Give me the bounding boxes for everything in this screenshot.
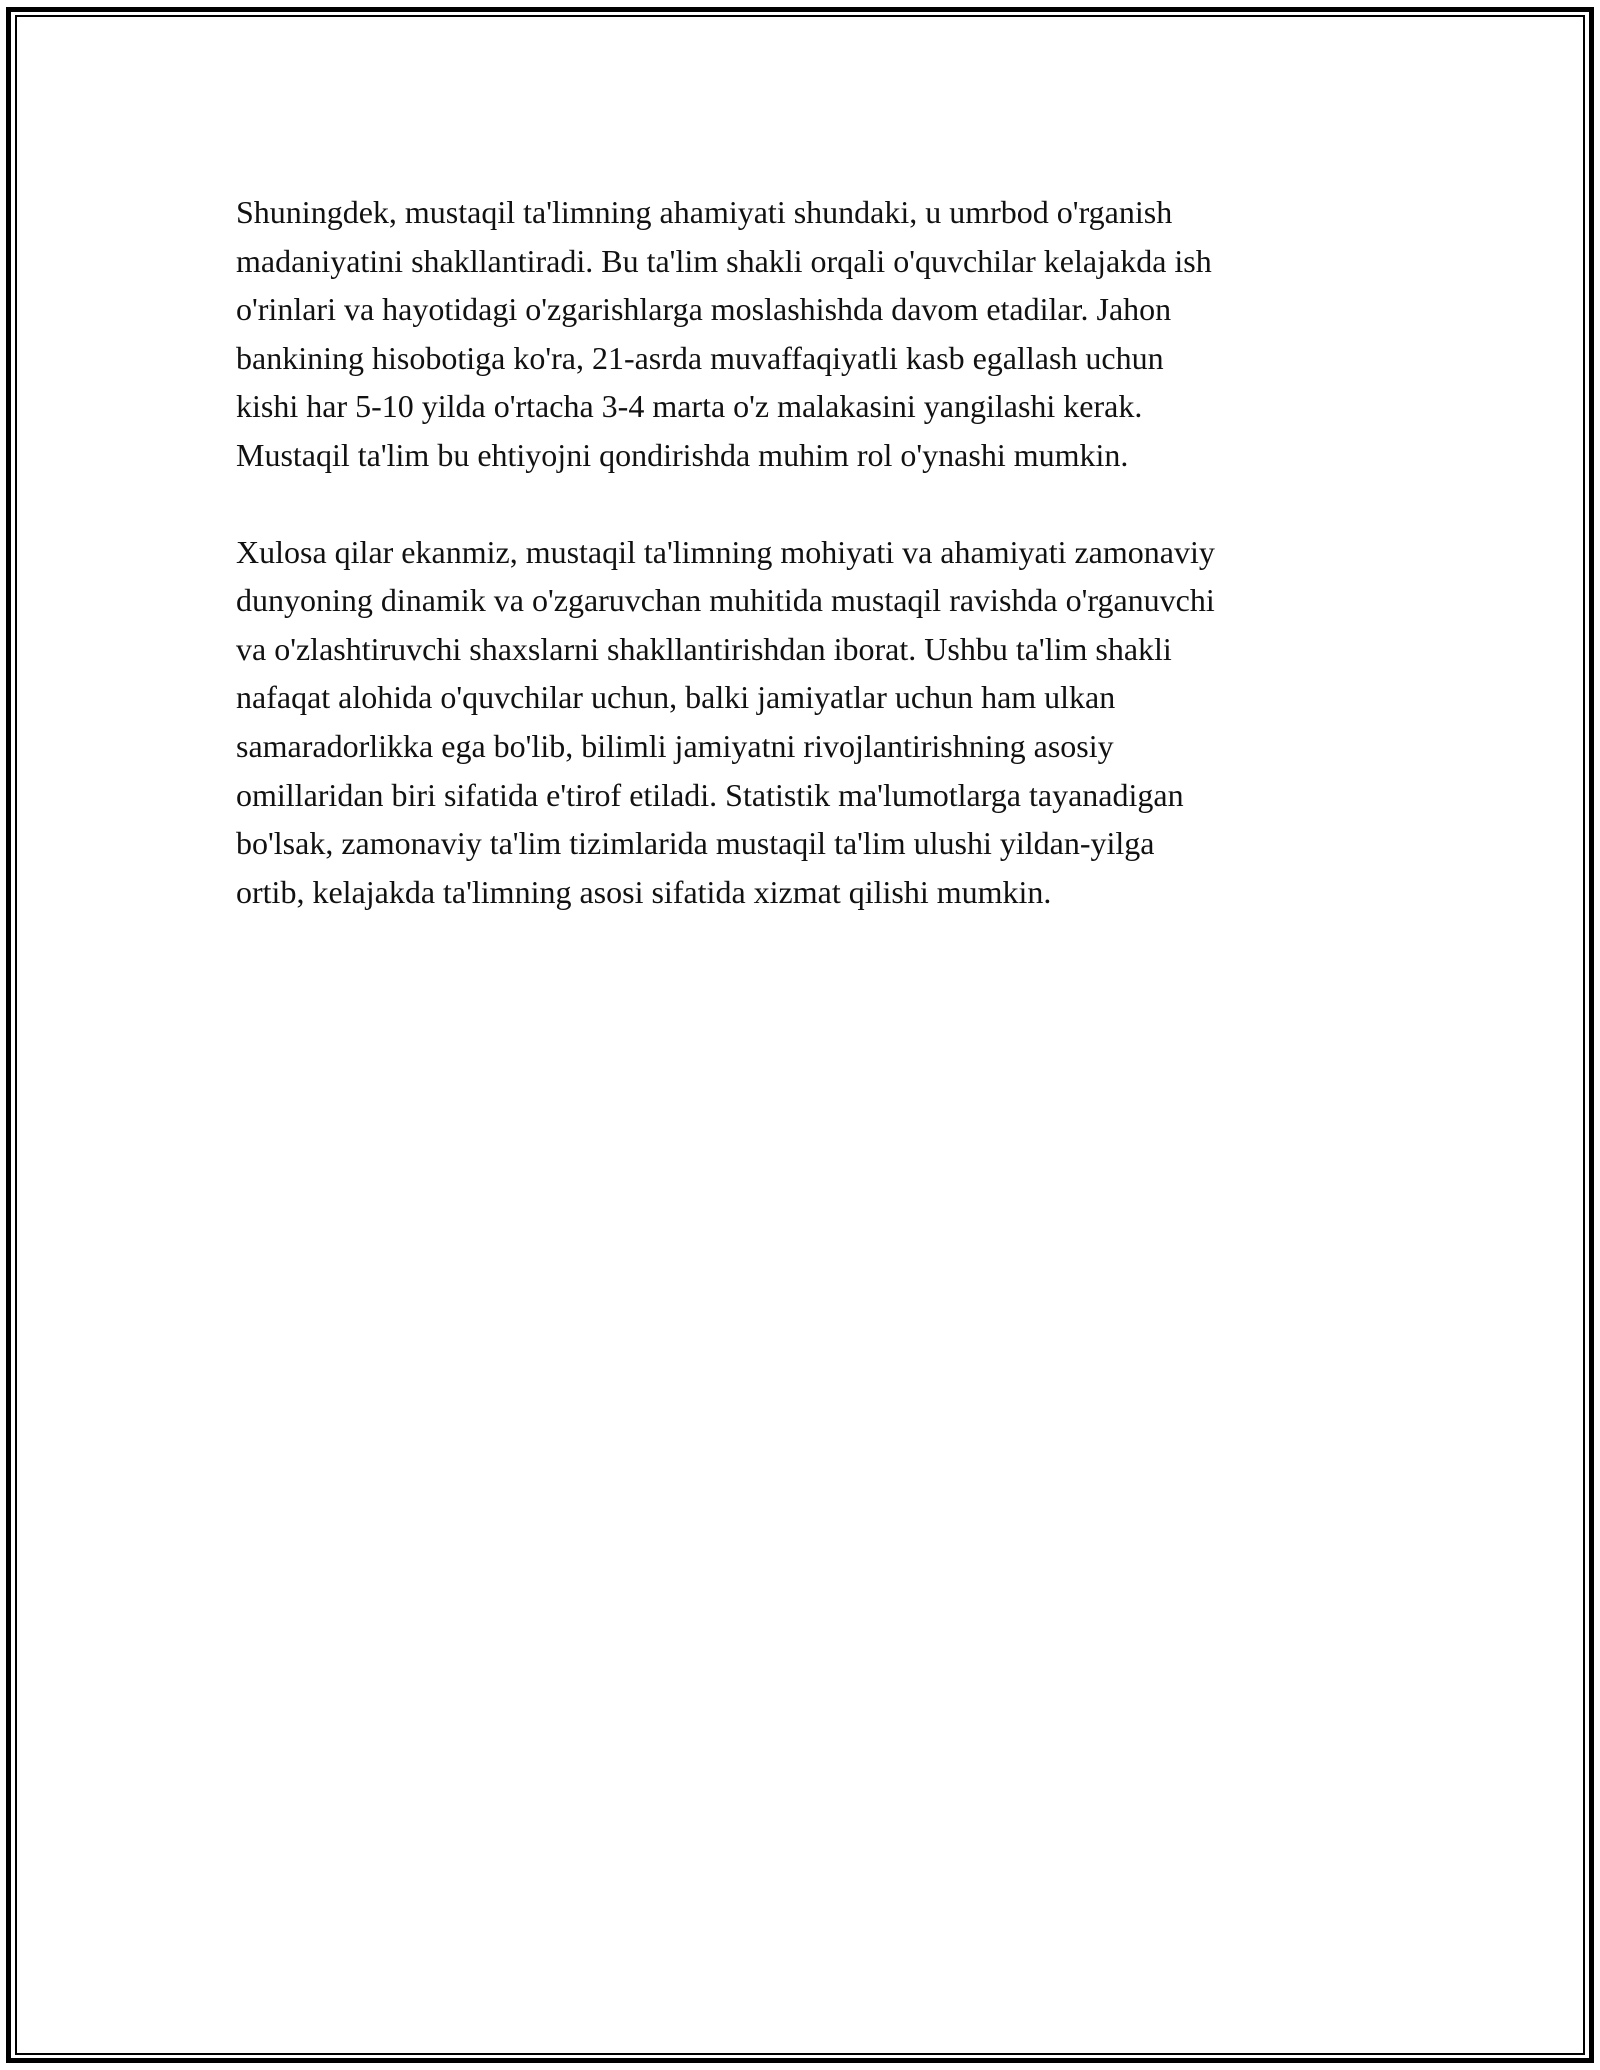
text-line: Xulosa qilar ekanmiz, mustaqil ta'limning mohiyati va ahamiyati zamonaviy	[236, 533, 1215, 570]
text-line: ortib, kelajakda ta'limning asosi sifatida xizmat qilishi mumkin.	[236, 873, 1052, 910]
text-line: Mustaqil ta'lim bu ehtiyojni qondirishda muhim rol o'ynashi mumkin.	[236, 436, 1129, 473]
text-line: bankining hisobotiga ko'ra, 21-asrda muvaffaqiyatli kasb egallash uchun	[236, 339, 1164, 376]
text-line: Shuningdek, mustaqil ta'limning ahamiyati shundaki, u umrbod o'rganish	[236, 194, 1173, 230]
text-line: samaradorlikka ega bo'lib, bilimli jamiyatni rivojlantirishning asosiy	[236, 727, 1114, 764]
paragraph-1	[236, 188, 1386, 480]
text-line: bo'lsak, zamonaviy ta'lim tizimlarida mustaqil ta'lim ulushi yildan-yilga	[236, 825, 1155, 862]
document-body	[236, 188, 1386, 916]
text-line: o'rinlari va hayotidagi o'zgarishlarga moslashishda davom etadilar. Jahon	[236, 291, 1172, 328]
text-line: kishi har 5-10 yilda o'rtacha 3-4 marta o'z malakasini yangilashi kerak.	[236, 388, 1143, 425]
text-line: nafaqat alohida o'quvchilar uchun, balki jamiyatlar uchun ham ulkan	[236, 679, 1116, 716]
text-line: va o'zlashtiruvchi shaxslarni shakllantirishdan iborat. Ushbu ta'lim shakli	[236, 630, 1172, 667]
text-line: dunyoning dinamik va o'zgaruvchan muhitida mustaqil ravishda o'rganuvchi	[236, 582, 1215, 619]
text-line: madaniyatini shakllantiradi. Bu ta'lim shakli orqali o'quvchilar kelajakda ish	[236, 242, 1212, 279]
text-line: omillaridan biri sifatida e'tirof etiladi. Statistik ma'lumotlarga tayanadigan	[236, 776, 1184, 813]
paragraph-2	[236, 528, 1386, 917]
